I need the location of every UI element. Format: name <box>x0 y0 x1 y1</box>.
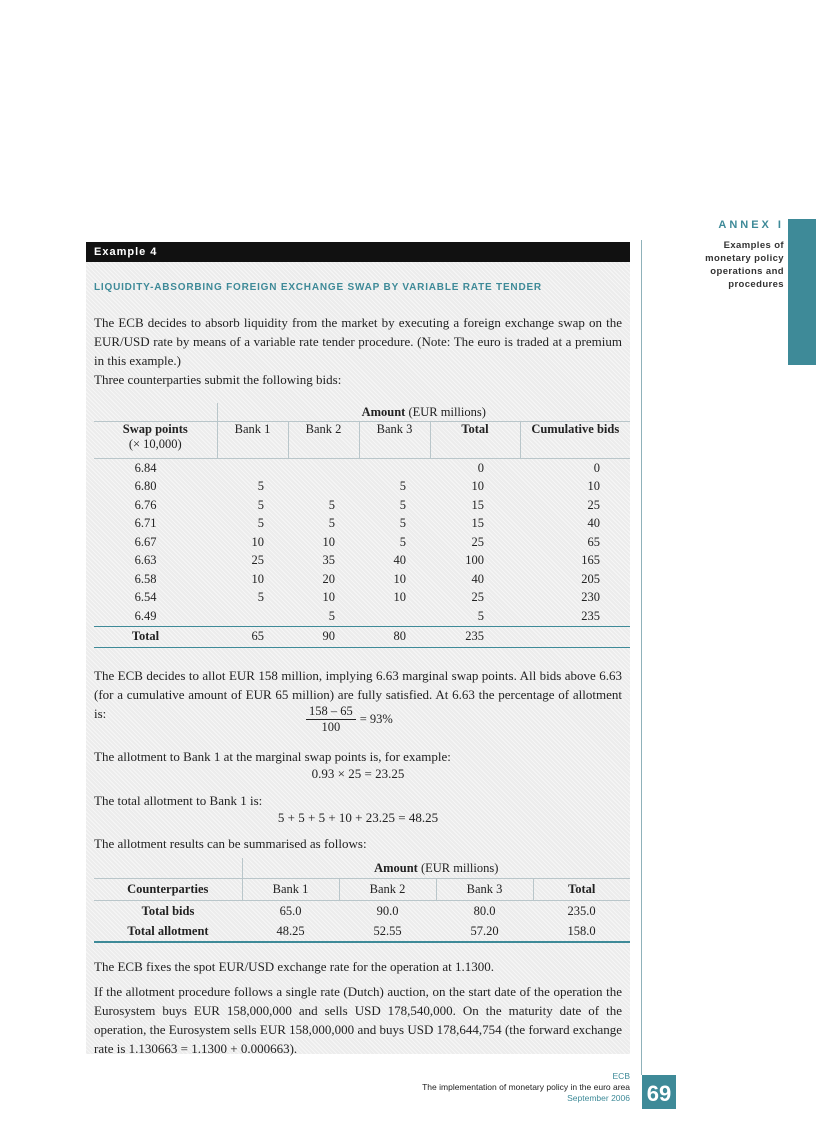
table-cell <box>359 607 430 626</box>
total-row <box>94 626 630 647</box>
final-paragraph: If the allotment procedure follows a single rate (Dutch) auction, on the start date of the operation the Eurosystem buys EUR 158,000,000 and sells USD 178,540,000. On the maturity date of the operation, the Eurosystem sells EUR 158,000,000 and buys USD 178,644,754 (the forward exchange rate is 1.130663 = 1.1300 + 0.000663). <box>94 984 622 1056</box>
col-header: Total <box>533 879 630 901</box>
table-cell: 10 <box>393 571 406 586</box>
table-row <box>94 478 630 497</box>
table-cell: 10 <box>471 479 484 494</box>
annex-heading <box>705 219 784 291</box>
table-cell: 65.0 <box>279 903 302 918</box>
annex-subtitle-line: procedures <box>728 279 784 290</box>
table-cell: 5 <box>399 497 406 512</box>
amount-label: Amount <box>361 404 406 419</box>
row-label: 6.67 <box>134 534 157 549</box>
table-cell: 25 <box>251 553 264 568</box>
bids-table-body <box>94 459 630 648</box>
example-box <box>86 242 630 1054</box>
footer-org: ECB <box>612 1071 630 1081</box>
table-row <box>94 459 630 478</box>
amount-unit: (EUR millions) <box>417 860 499 875</box>
fraction-result: = 93% <box>359 712 393 727</box>
table-cell: 52.55 <box>339 921 436 942</box>
table-cell: 5 <box>399 479 406 494</box>
col-header: Cumulative bids <box>520 422 630 459</box>
table-cell: 10 <box>251 534 264 549</box>
table-cell: 5 <box>399 534 406 549</box>
row-label: 6.63 <box>134 553 157 568</box>
fraction-numerator: 158 – 65 <box>306 704 356 720</box>
col-header: Bank 3 <box>359 422 430 459</box>
table-cell: 40 <box>587 516 600 531</box>
equation-1: 0.93 × 25 = 23.25 <box>311 766 405 781</box>
table-cell: 25 <box>471 534 484 549</box>
row-label: 6.54 <box>134 590 157 605</box>
table-cell: 165 <box>581 553 600 568</box>
table-row <box>94 533 630 552</box>
table-cell: 20 <box>322 571 335 586</box>
table-cell: 235 <box>581 608 600 623</box>
bids-intro: Three counterparties submit the following bids: <box>94 372 342 387</box>
table-cell: 80.0 <box>473 903 496 918</box>
table-cell: 0 <box>520 459 630 478</box>
col-header: Counterparties <box>94 879 242 901</box>
table-cell <box>94 403 217 422</box>
table-cell: 48.25 <box>242 921 339 942</box>
table-cell: 40 <box>471 571 484 586</box>
table-row <box>94 552 630 571</box>
table-cell: 40 <box>393 553 406 568</box>
amount-unit: (EUR millions) <box>405 404 486 419</box>
spot-rate-text: The ECB fixes the spot EUR/USD exchange rate for the operation at 1.1300. <box>94 959 495 974</box>
table-cell: 90 <box>288 626 359 647</box>
col-header: Bank 2 <box>339 879 436 901</box>
table-cell: 10 <box>251 571 264 586</box>
table-cell: 80 <box>359 626 430 647</box>
table-row <box>94 589 630 608</box>
margin-rule <box>641 240 642 1075</box>
table-row <box>94 570 630 589</box>
annex-subtitle-line: operations and <box>710 266 784 277</box>
row-label: 6.71 <box>134 516 157 531</box>
table-cell: 35 <box>322 553 335 568</box>
table-cell: 230 <box>581 590 600 605</box>
table-cell: 235 <box>430 626 520 647</box>
table-cell: 65 <box>217 626 288 647</box>
annex-subtitle-line: Examples of <box>723 240 784 251</box>
table-cell: 205 <box>581 571 600 586</box>
row-label: 6.84 <box>94 459 217 478</box>
example-title: LIQUIDITY-ABSORBING FOREIGN EXCHANGE SWAP BY VARIABLE RATE TENDER <box>94 282 542 293</box>
table-cell: 5 <box>328 497 335 512</box>
row-label: 6.80 <box>134 479 157 494</box>
table-cell: 5 <box>257 590 264 605</box>
footer-publication: The implementation of monetary policy in the euro area <box>422 1082 630 1092</box>
table-cell: 57.20 <box>436 921 533 942</box>
table-cell: 5 <box>328 516 335 531</box>
table-cell: 5 <box>477 608 484 623</box>
table-cell <box>288 478 359 497</box>
swap-points-label: Swap points <box>122 422 188 436</box>
swap-points-unit: (× 10,000) <box>128 437 182 451</box>
footer <box>422 1071 630 1104</box>
table-cell: 65 <box>587 534 600 549</box>
table-cell <box>217 607 288 626</box>
annex-title: ANNEX I <box>718 219 784 231</box>
table-cell: 5 <box>328 608 335 623</box>
row-label: 6.49 <box>134 608 157 623</box>
table-cell: 100 <box>465 553 484 568</box>
swap-points-header <box>94 422 217 459</box>
annex-subtitle <box>705 239 784 291</box>
table-cell: 25 <box>587 497 600 512</box>
row-label: Total <box>94 626 217 647</box>
col-header: Bank 3 <box>436 879 533 901</box>
table-cell: 90.0 <box>376 903 399 918</box>
table-cell: 158.0 <box>533 921 630 942</box>
allotment-fraction <box>306 704 393 735</box>
table-cell <box>520 626 630 647</box>
row-label: 6.58 <box>134 571 157 586</box>
amount-header-2 <box>242 858 630 879</box>
table-row <box>94 515 630 534</box>
table-cell: 5 <box>257 516 264 531</box>
example-label: Example 4 <box>86 242 630 262</box>
footer-date: September 2006 <box>567 1093 630 1103</box>
annex-subtitle-line: monetary policy <box>705 253 784 264</box>
table-cell <box>288 459 359 478</box>
amount-header <box>217 403 630 422</box>
equation-2: 5 + 5 + 5 + 10 + 23.25 = 48.25 <box>277 810 439 825</box>
table-cell: 0 <box>430 459 520 478</box>
table-cell: 235.0 <box>567 903 596 918</box>
table-cell: 10 <box>322 534 335 549</box>
table-cell <box>359 459 430 478</box>
table-row <box>94 607 630 626</box>
table-cell: 15 <box>471 516 484 531</box>
annex-side-tab <box>788 219 816 365</box>
bank1-total-text: The total allotment to Bank 1 is: <box>94 793 263 808</box>
table-cell: 5 <box>257 479 264 494</box>
allotment-paragraph: The ECB decides to allot EUR 158 million, implying 6.63 marginal swap points. All bids above 6.63 (for a cumulative amount of EUR 65 million) are fully satisfied. At 6.63 the percentage of allotment is: <box>94 668 622 721</box>
col-header: Bank 2 <box>288 422 359 459</box>
summary-table <box>94 858 630 943</box>
col-header: Total <box>430 422 520 459</box>
amount-label: Amount <box>374 860 418 875</box>
fraction-denominator: 100 <box>321 720 341 735</box>
table-cell: 25 <box>471 590 484 605</box>
table-cell: 10 <box>393 590 406 605</box>
col-header: Bank 1 <box>242 879 339 901</box>
table-cell <box>94 858 242 879</box>
summary-intro: The allotment results can be summarised as follows: <box>94 836 367 851</box>
col-header: Bank 1 <box>217 422 288 459</box>
table-cell: 10 <box>322 590 335 605</box>
bank1-marginal-text: The allotment to Bank 1 at the marginal swap points is, for example: <box>94 749 451 764</box>
table-row <box>94 496 630 515</box>
table-cell: 15 <box>471 497 484 512</box>
intro-paragraph: The ECB decides to absorb liquidity from the market by executing a foreign exchange swap on the EUR/USD rate by means of a variable rate tender procedure. (Note: The euro is traded at a premium in this example.) <box>94 315 622 368</box>
bids-table <box>94 403 630 648</box>
table-cell: 5 <box>257 497 264 512</box>
row-label: Total allotment <box>94 921 242 942</box>
page-number: 69 <box>642 1075 676 1109</box>
row-label: Total bids <box>141 903 195 918</box>
table-cell <box>217 459 288 478</box>
table-cell: 10 <box>587 479 600 494</box>
row-label: 6.76 <box>134 497 157 512</box>
table-cell: 5 <box>399 516 406 531</box>
